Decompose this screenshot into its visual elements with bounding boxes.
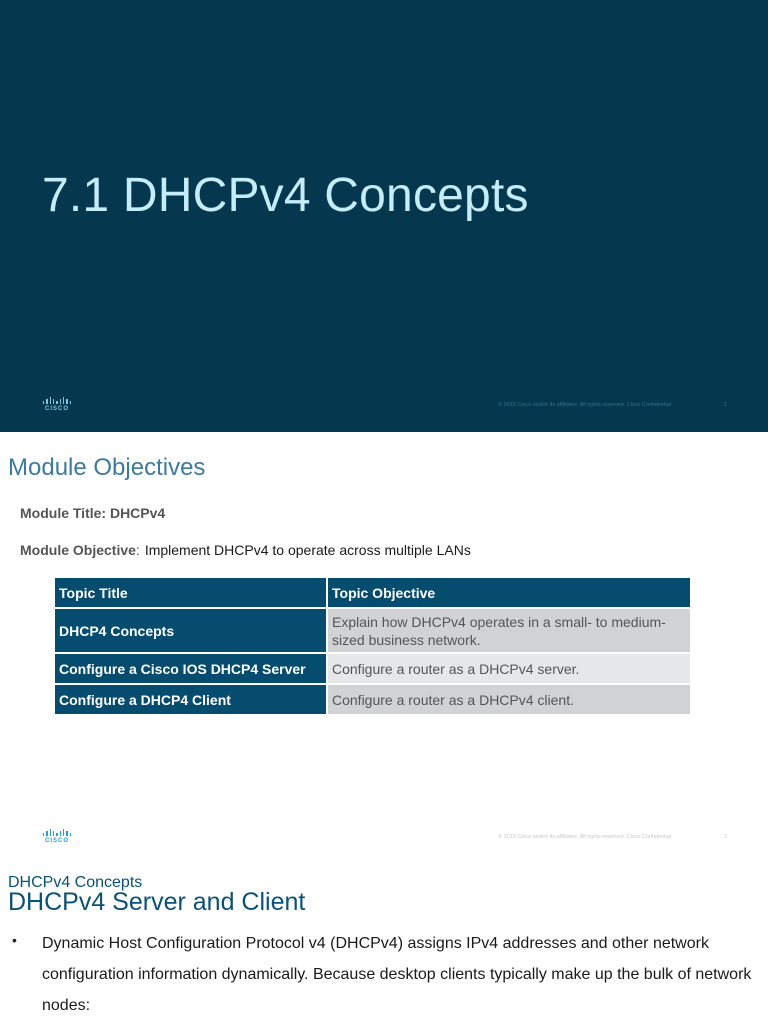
table-header-topic-title: Topic Title	[55, 578, 328, 609]
slide-title: 7.1 DHCPv4 Concepts	[42, 169, 529, 222]
cisco-logo-icon	[40, 397, 74, 415]
table-cell-topic-title: Configure a DHCP4 Client	[55, 685, 328, 716]
module-title: Module Title: DHCPv4	[20, 505, 166, 521]
title-slide	[0, 0, 768, 432]
slide-heading: Module Objectives	[8, 454, 206, 481]
bullet-text: Dynamic Host Configuration Protocol v4 (DHCPv4) assigns IPv4 addresses and other network configuration information dynamically. Because desktop clients typically make up the bulk of network nodes:	[42, 935, 752, 1014]
table-cell-topic-title: Configure a Cisco IOS DHCP4 Server	[55, 654, 328, 685]
table-row	[55, 685, 690, 716]
module-objective-value: Implement DHCPv4 to operate across multiple LANs	[144, 542, 471, 558]
page-number: 2	[724, 834, 728, 840]
table-header-topic-objective: Topic Objective	[328, 578, 690, 609]
page-number: 1	[724, 402, 728, 408]
module-objective-separator: :	[135, 542, 140, 558]
objectives-table	[55, 578, 690, 716]
copyright-text: © 2016 Cisco and/or its affiliates. All rights reserved. Cisco Confidential	[498, 834, 672, 840]
table-row	[55, 654, 690, 685]
content-slide	[0, 864, 768, 1024]
module-objective	[20, 542, 471, 558]
table-cell-topic-objective: Configure a router as a DHCPv4 server.	[328, 654, 690, 685]
module-objective-label: Module Objective	[20, 542, 136, 558]
table-cell-topic-objective: Explain how DHCPv4 operates in a small- to medium-sized business network.	[328, 609, 690, 654]
logo-text: CISCO	[44, 406, 69, 412]
section-label: DHCPv4 Concepts	[8, 874, 143, 891]
cisco-logo-icon	[40, 829, 74, 847]
slide-heading: DHCPv4 Server and Client	[8, 888, 306, 916]
table-row	[55, 609, 690, 654]
copyright-text: © 2016 Cisco and/or its affiliates. All rights reserved. Cisco Confidential	[498, 402, 672, 408]
table-header-row	[55, 578, 690, 609]
table-cell-topic-objective: Configure a router as a DHCPv4 client.	[328, 685, 690, 716]
table-cell-topic-title: DHCP4 Concepts	[55, 609, 328, 654]
objectives-slide	[0, 432, 768, 864]
logo-text: CISCO	[44, 838, 69, 844]
bullet-icon: •	[12, 932, 17, 948]
